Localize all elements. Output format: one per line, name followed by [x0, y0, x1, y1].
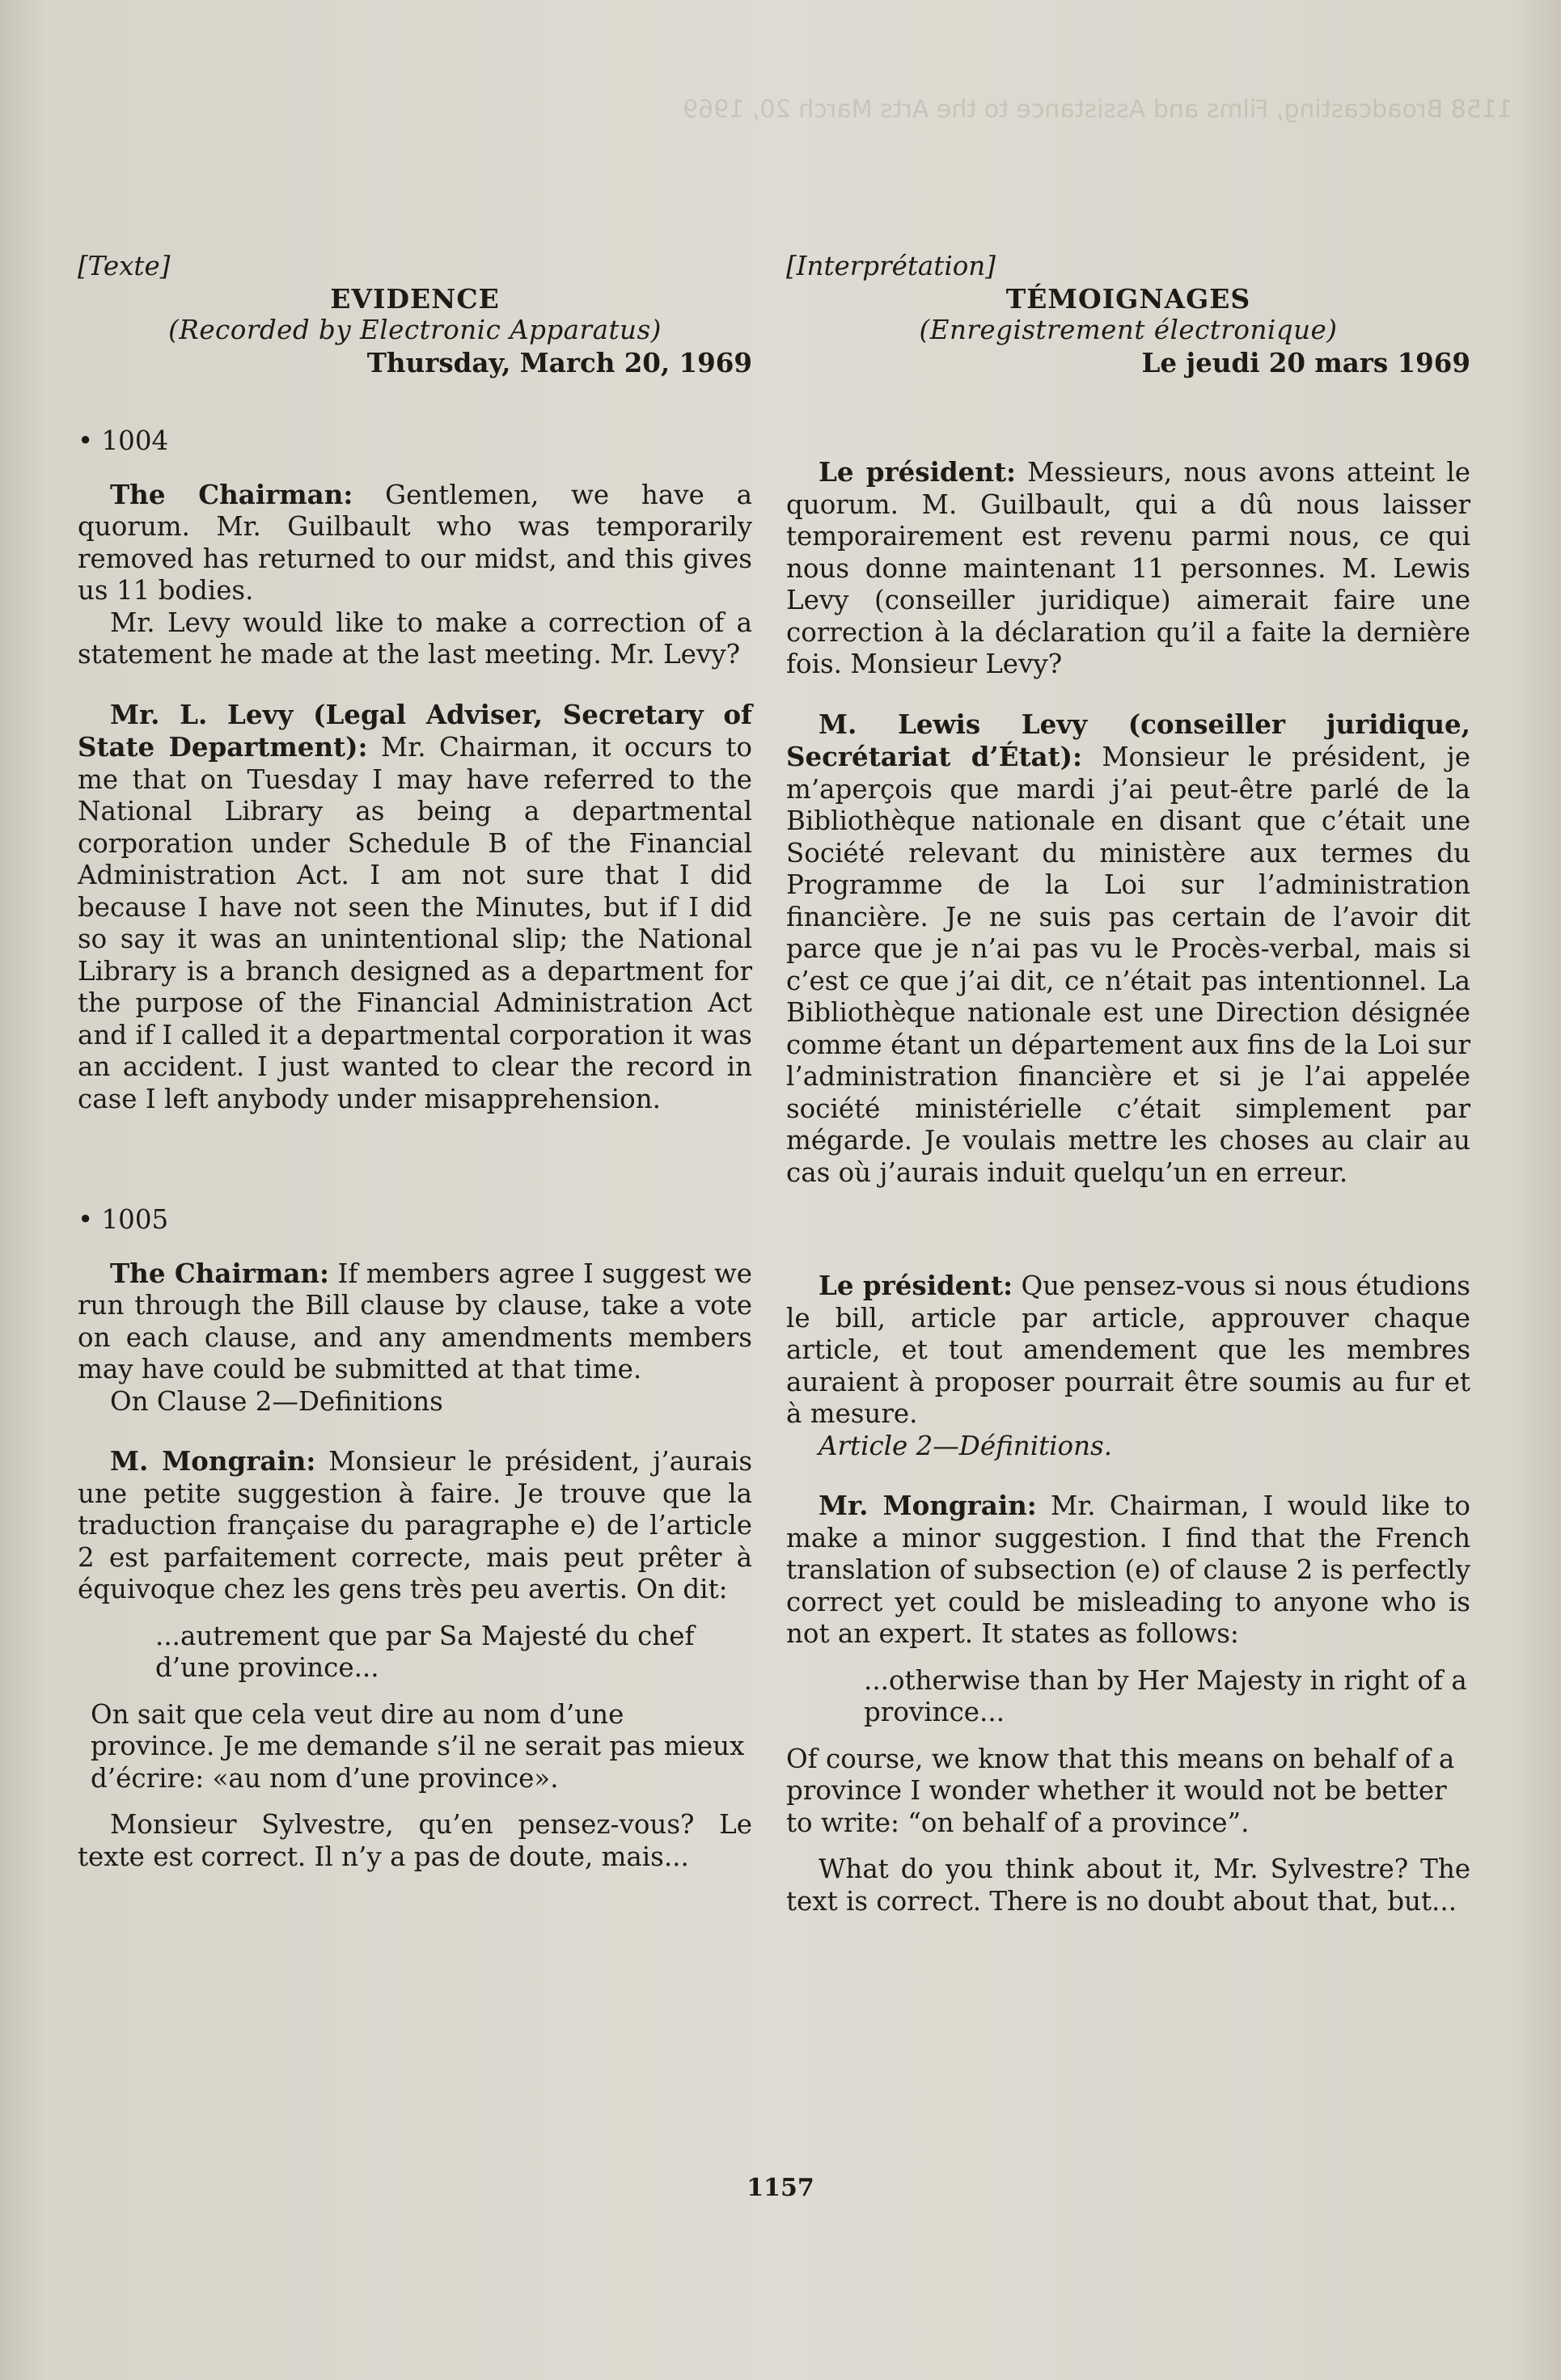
left-paragraph-5: On Clause 2—Definitions [110, 1385, 443, 1417]
left-paragraph-3 [78, 699, 752, 1116]
paragraph-text: Mr. Chairman, it occurs to me that on Tuesday I may have referred to the National Library as being a departmental corporation under Schedule B of the Financial Administration Act. I am not sure that I did because I have not seen the Minutes, but if I did so say it was an unintentional slip; the National Library is a branch designed as a department for the purpose of the Financial Administration Act and if I called it a departmental corporation it was an accident. I just wanted to clear the record in case I left anybody under misapprehension. [78, 732, 752, 1114]
paragraph-text: Que pensez-vous si nous étudions le bill, article par article, approuver chaque article, et tout amendement que les membres auraient à proposer pourrait être soumis au fur et à mesure. [786, 1270, 1470, 1429]
right-paragraph-4: Article 2—Définitions. [819, 1430, 1113, 1461]
paragraph-text: Messieurs, nous avons atteint le quorum. M. Guilbault, qui a dû nous laisser temporairement est revenu parmi nous, ce qui nous donne maintenant 11 personnes. M. Lewis Levy (conseiller juridique) aimerait faire une correction à la déclaration qu’il a faite la dernière fois. Monsieur Levy? [786, 457, 1470, 679]
left-quote: ...autrement que par Sa Majesté du chef d’une province... [155, 1620, 695, 1683]
speaker-name: The Chairman: [110, 1257, 330, 1289]
right-paragraph-2 [786, 708, 1470, 1190]
right-subheading: (Enregistrement électronique) [919, 315, 1338, 345]
left-language-tag: [Texte] [78, 251, 171, 281]
left-paragraph-7: On sait que cela veut dire au nom d’une province. Je me demande s’il ne serait pas mieux d’écrire: «au nom d’une province». [91, 1698, 745, 1794]
right-date: Le jeudi 20 mars 1969 [1141, 346, 1470, 378]
right-paragraph-5 [786, 1490, 1470, 1651]
left-heading: EVIDENCE [330, 282, 500, 315]
left-date: Thursday, March 20, 1969 [366, 346, 752, 378]
left-subheading: (Recorded by Electronic Apparatus) [168, 315, 662, 345]
paragraph-text: Monsieur le président, j’aurais une petite suggestion à faire. Je trouve que la traduction française du paragraphe e) de l’article 2 est parfaitement correcte, mais peut prêter à équivoque chez les gens très peu avertis. On dit: [78, 1446, 752, 1604]
left-timecode-1005: • 1005 [78, 1204, 169, 1235]
paragraph-text: If members agree I suggest we run through the Bill clause by clause, take a vote on each clause, and any amendments members may have could be submitted at that time. [78, 1258, 752, 1384]
speaker-name: Le président: [819, 1270, 1013, 1301]
right-paragraph-7: What do you think about it, Mr. Sylvestre? The text is correct. There is no doubt about that, but... [786, 1854, 1470, 1917]
right-column [786, 251, 1470, 1917]
left-paragraph-8: Monsieur Sylvestre, qu’en pensez-vous? Le texte est correct. Il n’y a pas de doute, mais... [78, 1809, 752, 1872]
left-paragraph-1 [78, 479, 752, 607]
paragraph-text: Gentlemen, we have a quorum. Mr. Guilbault who was temporarily removed has returned to our midst, and this gives us 11 bodies. [78, 479, 753, 606]
speaker-name: The Chairman: [110, 478, 353, 510]
speaker-name: M. Lewis Levy (conseiller juridique, Secrétariat d’État): [786, 708, 1470, 772]
left-paragraph-2: Mr. Levy would like to make a correction of a statement he made at the last meeting. Mr. Levy? [78, 607, 752, 670]
right-heading: TÉMOIGNAGES [1005, 282, 1251, 315]
right-paragraph-3 [786, 1270, 1470, 1431]
bleed-through-text: 1158 Broadcasting, Films and Assistance to the Arts March 20, 1969 [683, 95, 1512, 124]
right-quote: ...otherwise than by Her Majesty in right of a province... [864, 1664, 1467, 1727]
paragraph-text: Mr. Chairman, I would like to make a minor suggestion. I find that the French translation of subsection (e) of clause 2 is perfectly correct yet could be misleading to anyone who is not an expert. It states as follows: [786, 1490, 1470, 1649]
left-paragraph-6 [78, 1445, 752, 1606]
right-language-tag: [Interprétation] [786, 251, 996, 281]
speaker-name: Mr. Mongrain: [819, 1490, 1037, 1521]
left-column [78, 251, 752, 1873]
right-paragraph-6: Of course, we know that this means on behalf of a province I wonder whether it would not be better to write: “on behalf of a province”. [786, 1743, 1455, 1838]
speaker-name: Le président: [819, 456, 1016, 488]
right-paragraph-1 [786, 456, 1470, 681]
left-paragraph-4 [78, 1258, 752, 1386]
left-timecode-1004: • 1004 [78, 425, 169, 456]
page-number: 1157 [747, 2174, 814, 2202]
paragraph-text: Monsieur le président, je m’aperçois que mardi j’ai peut-être parlé de la Bibliothèque nationale en disant que c’était une Société relevant du ministère aux termes du Programme de la Loi sur l’administration financière. Je ne suis pas certain de l’avoir dit parce que je n’ai pas vu le Procès-verbal, mais si c’est ce que j’ai dit, ce n’était pas intentionnel. La Bibliothèque nationale est une Direction désignée comme étant un département aux fins de la Loi sur l’administration financière et si je l’ai appelée société ministérielle c’était simplement par mégarde. Je voulais mettre les choses au clair au cas où j’aurais induit quelqu’un en erreur. [786, 742, 1470, 1188]
speaker-name: M. Mongrain: [110, 1445, 316, 1477]
speaker-name: Mr. L. Levy (Legal Adviser, Secretary of State Department): [78, 698, 752, 763]
